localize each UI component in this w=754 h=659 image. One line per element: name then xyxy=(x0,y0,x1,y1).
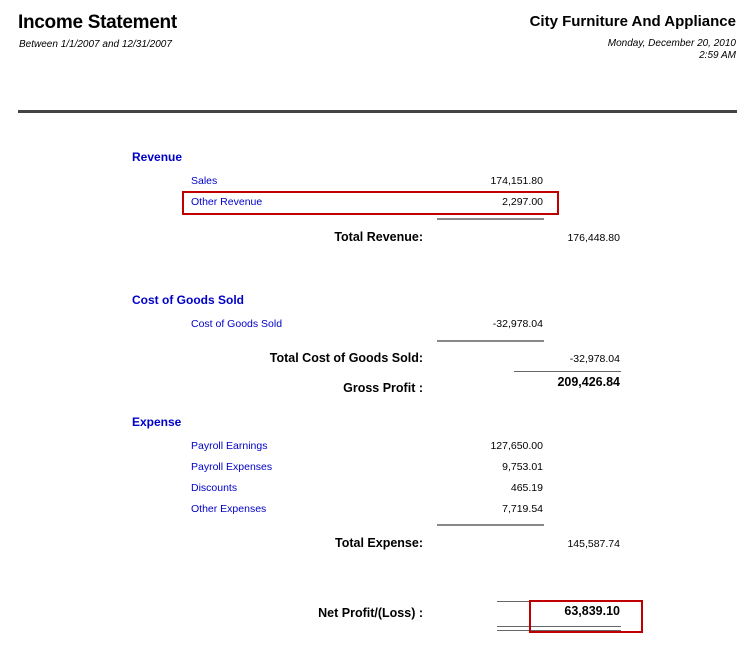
subtotal-rule xyxy=(437,340,544,342)
header-divider xyxy=(18,110,737,113)
section-heading-expense: Expense xyxy=(132,415,182,429)
account-amount-payroll-earnings: 127,650.00 xyxy=(490,440,543,452)
company-name: City Furniture And Appliance xyxy=(529,13,736,30)
total-expense-value: 145,587.74 xyxy=(567,538,620,550)
report-datetime xyxy=(608,38,736,62)
total-revenue-value: 176,448.80 xyxy=(567,232,620,244)
report-time: 2:59 AM xyxy=(699,50,736,61)
highlight-box-other-revenue xyxy=(182,191,559,215)
account-link-payroll-expenses[interactable]: Payroll Expenses xyxy=(191,461,273,473)
highlight-box-net-profit xyxy=(529,600,643,633)
account-link-discounts[interactable]: Discounts xyxy=(191,482,238,494)
account-amount-other-revenue: 2,297.00 xyxy=(502,196,543,208)
subtotal-rule xyxy=(437,218,544,220)
subtotal-rule xyxy=(437,524,544,526)
total-cogs-value: -32,978.04 xyxy=(569,353,620,365)
report-date: Monday, December 20, 2010 xyxy=(607,38,736,49)
account-amount-discounts: 465.19 xyxy=(510,482,543,494)
total-expense-label: Total Expense: xyxy=(335,536,423,550)
gross-profit-value: 209,426.84 xyxy=(557,375,620,389)
section-heading-cogs: Cost of Goods Sold xyxy=(132,293,244,307)
account-link-sales[interactable]: Sales xyxy=(191,175,218,187)
net-profit-label: Net Profit/(Loss) : xyxy=(318,606,423,620)
account-link-other-revenue[interactable]: Other Revenue xyxy=(191,196,263,208)
account-amount-other-expenses: 7,719.54 xyxy=(502,503,543,515)
gross-profit-label: Gross Profit : xyxy=(343,381,423,395)
account-link-other-expenses[interactable]: Other Expenses xyxy=(191,503,267,515)
report-title: Income Statement xyxy=(18,12,177,33)
section-heading-revenue: Revenue xyxy=(132,150,183,164)
subtotal-rule xyxy=(514,371,621,372)
account-link-cost-of-goods-sold[interactable]: Cost of Goods Sold xyxy=(191,318,283,330)
account-link-payroll-earnings[interactable]: Payroll Earnings xyxy=(191,440,268,452)
account-amount-payroll-expenses: 9,753.01 xyxy=(502,461,543,473)
total-revenue-label: Total Revenue: xyxy=(334,230,423,244)
account-amount-cost-of-goods-sold: -32,978.04 xyxy=(492,318,543,330)
report-period: Between 1/1/2007 and 12/31/2007 xyxy=(19,39,172,50)
account-amount-sales: 174,151.80 xyxy=(490,175,543,187)
total-cogs-label: Total Cost of Goods Sold: xyxy=(269,351,423,365)
net-profit-value: 63,839.10 xyxy=(564,604,620,618)
